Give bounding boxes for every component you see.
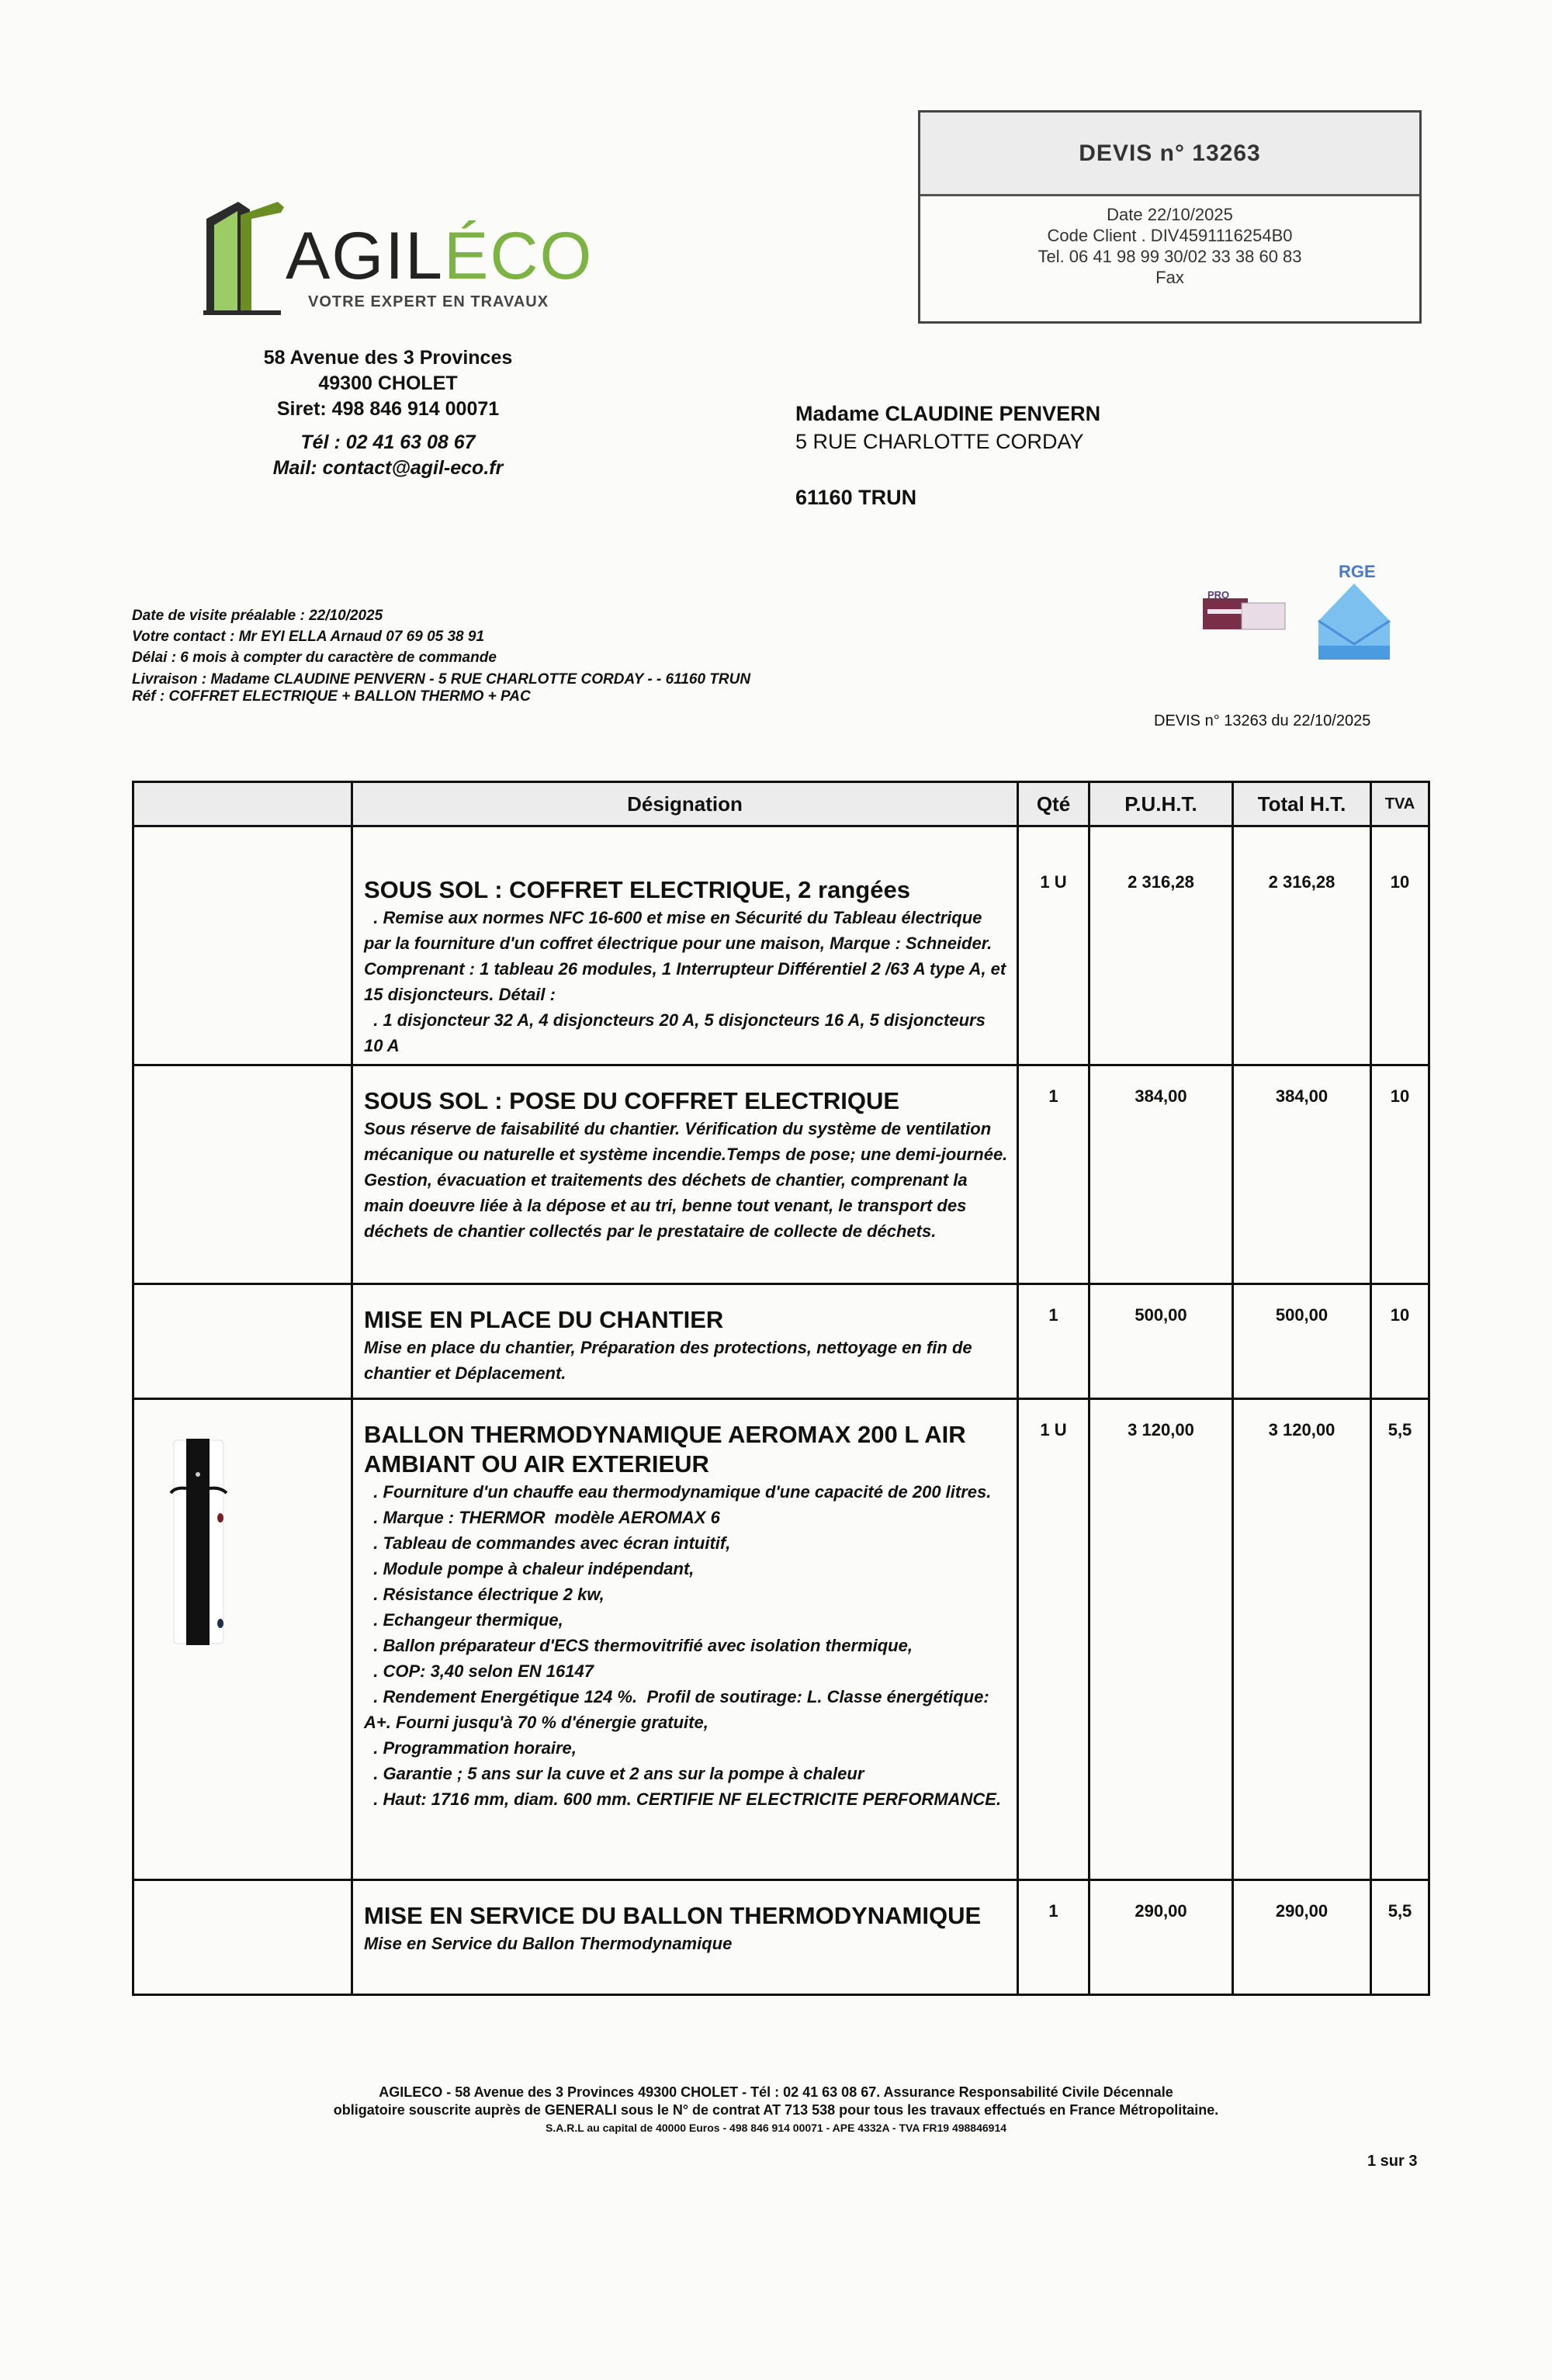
- item-total: 3 120,00: [1233, 1399, 1371, 1880]
- client-address-block: [795, 400, 1100, 511]
- item-qty: 1: [1018, 1880, 1090, 1995]
- item-description: . Tableau de commandes avec écran intuitif,: [364, 1533, 731, 1553]
- item-description: Mise en place du chantier, Préparation des protections, nettoyage en fin de chantier et Déplacement.: [364, 1338, 977, 1383]
- company-address-line1: 58 Avenue des 3 Provinces: [263, 347, 513, 369]
- item-description: . Rendement Energétique 124 %. Profil de soutirage: L. Classe énergétique: A+. Fourni jusqu'à 70 % d'énergie gratuite,: [364, 1687, 993, 1732]
- client-city: 61160 TRUN: [795, 486, 917, 509]
- col-qty: Qté: [1018, 782, 1090, 826]
- col-unit-price: P.U.H.T.: [1090, 782, 1233, 826]
- contact-person: Votre contact : Mr EYI ELLA Arnaud 07 69 05 38 91: [132, 629, 485, 645]
- item-title: SOUS SOL : COFFRET ELECTRIQUE, 2 rangées: [364, 876, 910, 903]
- item-vat: 5,5: [1371, 1880, 1429, 1995]
- item-vat: 5,5: [1371, 1399, 1429, 1880]
- table-row: [133, 1399, 1429, 1880]
- table-row: [133, 1065, 1429, 1284]
- company-info: [198, 345, 578, 481]
- delivery-delay: Délai : 6 mois à compter du caractère de commande: [132, 650, 497, 666]
- pro-certification-badge-icon: [1203, 587, 1288, 632]
- item-title: MISE EN SERVICE DU BALLON THERMODYNAMIQUE: [364, 1902, 982, 1929]
- logo-wordmark: AGILÉCO: [286, 219, 594, 293]
- item-unit-price: 384,00: [1090, 1065, 1233, 1284]
- item-description: Sous réserve de faisabilité du chantier. Vérification du système de ventilation mécanique ou naturelle et système incendie.Temps de pose; une demi-journée. Gestion, évacuation et traitements des déchets de chantier, comprenant la main doeuvre liée à la dépose et au tri, benne tout venant, le transport des déchets de chantier collectés par le prestataire de collecte de déchets.: [364, 1119, 1017, 1241]
- quote-date: Date 22/10/2025: [1107, 205, 1233, 224]
- item-description: . Résistance électrique 2 kw,: [364, 1585, 605, 1604]
- footer-line-3: S.A.R.L au capital de 40000 Euros - 498 846 914 00071 - APE 4332A - TVA FR19 498846914: [545, 2122, 1007, 2134]
- item-vat: 10: [1371, 1284, 1429, 1399]
- item-total: 2 316,28: [1233, 826, 1371, 1065]
- client-name: Madame CLAUDINE PENVERN: [795, 402, 1101, 425]
- item-description: . COP: 3,40 selon EN 16147: [364, 1661, 594, 1681]
- legal-footer: [233, 2084, 1319, 2137]
- col-image: [133, 782, 352, 826]
- quote-meta: [132, 605, 750, 705]
- quote-number: DEVIS n° 13263: [920, 113, 1419, 196]
- item-vat: 10: [1371, 826, 1429, 1065]
- client-phone: Tel. 06 41 98 99 30/02 33 38 60 83: [1038, 247, 1302, 266]
- table-header-row: [133, 782, 1429, 826]
- item-description: . Marque : THERMOR modèle AEROMAX 6: [364, 1508, 720, 1527]
- item-description: . Fourniture d'un chauffe eau thermodynamique d'une capacité de 200 litres.: [364, 1482, 992, 1502]
- item-total: 500,00: [1233, 1284, 1371, 1399]
- svg-text:PRO: PRO: [1207, 589, 1230, 601]
- item-description: . 1 disjoncteur 32 A, 4 disjoncteurs 20 A, 5 disjoncteurs 16 A, 5 disjoncteurs 10 A: [364, 1010, 990, 1055]
- item-title: MISE EN PLACE DU CHANTIER: [364, 1306, 724, 1333]
- item-description: . Module pompe à chaleur indépendant,: [364, 1559, 695, 1578]
- item-total: 384,00: [1233, 1065, 1371, 1284]
- company-address-line2: 49300 CHOLET: [318, 372, 458, 394]
- item-description: . Haut: 1716 mm, diam. 600 mm. CERTIFIE NF ELECTRICITE PERFORMANCE.: [364, 1789, 1002, 1809]
- page-number: 1 sur 3: [1367, 2153, 1418, 2170]
- col-designation: Désignation: [352, 782, 1018, 826]
- item-description: . Garantie ; 5 ans sur la cuve et 2 ans sur la pompe à chaleur: [364, 1764, 864, 1783]
- item-description: Mise en Service du Ballon Thermodynamique: [364, 1934, 733, 1953]
- footer-line-2: obligatoire souscrite auprès de GENERALI sous le N° de contrat AT 713 538 pour tous les travaux effectués en France Métropolitaine.: [333, 2102, 1219, 2118]
- item-unit-price: 2 316,28: [1090, 826, 1233, 1065]
- item-qty: 1 U: [1018, 826, 1090, 1065]
- item-description: . Programmation horaire,: [364, 1738, 577, 1758]
- col-vat: TVA: [1371, 782, 1429, 826]
- delivery-address: Livraison : Madame CLAUDINE PENVERN - 5 RUE CHARLOTTE CORDAY - - 61160 TRUN: [132, 671, 751, 688]
- footer-line-1: AGILECO - 58 Avenue des 3 Provinces 49300 CHOLET - Tél : 02 41 63 08 67. Assurance Responsabilité Civile Décennale: [379, 2084, 1173, 2100]
- item-qty: 1: [1018, 1065, 1090, 1284]
- quote-ref-line: DEVIS n° 13263 du 22/10/2025: [1154, 712, 1371, 729]
- client-code: Code Client . DIV4591116254B0: [1047, 226, 1293, 245]
- logo-tagline: VOTRE EXPERT EN TRAVAUX: [308, 293, 549, 310]
- item-title: SOUS SOL : POSE DU COFFRET ELECTRIQUE: [364, 1087, 900, 1114]
- visit-date: Date de visite préalable : 22/10/2025: [132, 608, 383, 624]
- quote-reference: Réf : COFFRET ELECTRIQUE + BALLON THERMO + PAC: [132, 688, 531, 705]
- company-phone: Tél : 02 41 63 08 67: [300, 431, 476, 453]
- client-street: 5 RUE CHARLOTTE CORDAY: [795, 430, 1084, 453]
- item-unit-price: 3 120,00: [1090, 1399, 1233, 1880]
- table-row: [133, 1284, 1429, 1399]
- client-fax: Fax: [1155, 268, 1184, 287]
- item-vat: 10: [1371, 1065, 1429, 1284]
- item-description: . Echangeur thermique,: [364, 1610, 563, 1630]
- item-unit-price: 290,00: [1090, 1880, 1233, 1995]
- table-row: [133, 826, 1429, 1065]
- quote-items-table: [132, 781, 1430, 1996]
- svg-text:RGE: RGE: [1339, 562, 1376, 581]
- company-email[interactable]: Mail: contact@agil-eco.fr: [272, 457, 504, 479]
- company-siret: Siret: 498 846 914 00071: [276, 398, 500, 420]
- rge-certification-badge-icon: [1315, 559, 1393, 667]
- item-title: BALLON THERMODYNAMIQUE AEROMAX 200 L AIR AMBIANT OU AIR EXTERIEUR: [364, 1421, 966, 1478]
- col-total: Total H.T.: [1233, 782, 1371, 826]
- item-description: . Remise aux normes NFC 16-600 et mise en Sécurité du Tableau électrique par la fourniture d'un coffret électrique pour une maison, Marque : Schneider. Comprenant : 1 tableau 26 modules, 1 Interrupteur Différentiel 2 /63 A type A, et 15 disjoncteurs. Détail :: [364, 908, 1011, 1004]
- item-unit-price: 500,00: [1090, 1284, 1233, 1399]
- table-row: [133, 1880, 1429, 1995]
- item-total: 290,00: [1233, 1880, 1371, 1995]
- item-description: . Ballon préparateur d'ECS thermovitrifié avec isolation thermique,: [364, 1636, 913, 1655]
- quote-header-box: [918, 110, 1422, 324]
- item-qty: 1 U: [1018, 1399, 1090, 1880]
- water-heater-image-icon: [169, 1437, 231, 1647]
- item-qty: 1: [1018, 1284, 1090, 1399]
